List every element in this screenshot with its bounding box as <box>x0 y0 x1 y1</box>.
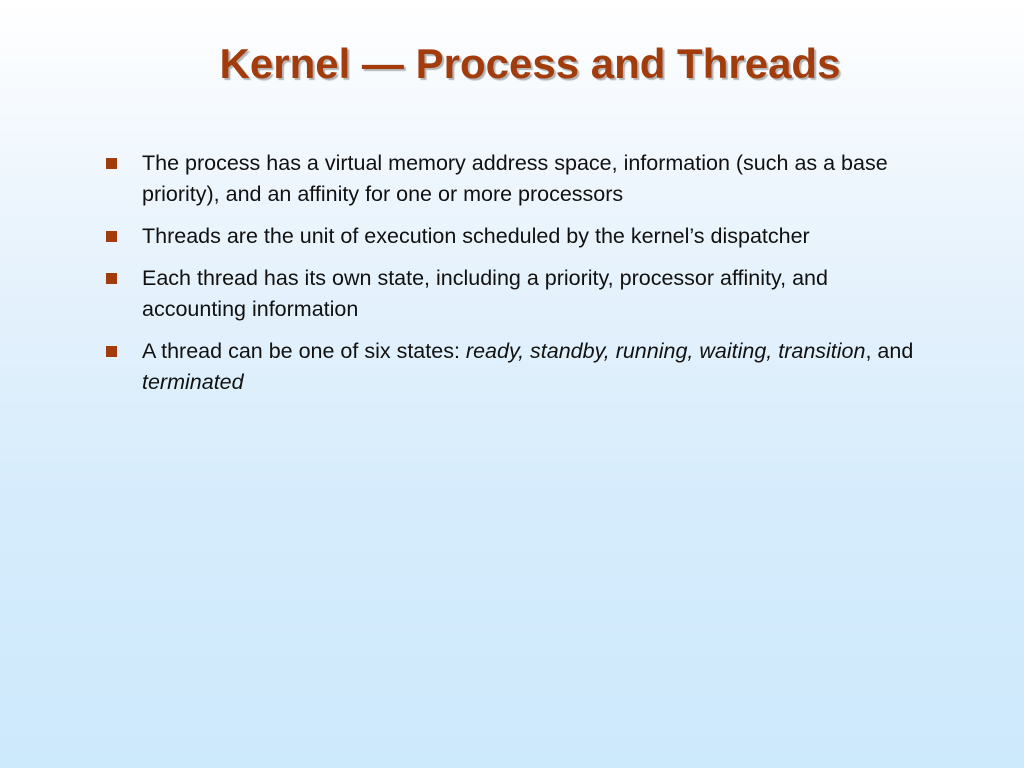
bullet-text <box>142 339 913 394</box>
bullet-segment-italic: ready, standby, running, waiting, transition <box>465 339 866 363</box>
square-bullet-icon <box>106 346 117 357</box>
bullet-item <box>104 221 924 252</box>
bullet-item <box>104 336 924 398</box>
square-bullet-icon <box>106 158 117 169</box>
bullet-item <box>104 148 924 210</box>
bullet-list <box>104 148 924 409</box>
square-bullet-icon <box>106 231 117 242</box>
bullet-item <box>104 263 924 325</box>
square-bullet-icon <box>106 273 117 284</box>
bullet-text <box>142 224 810 248</box>
bullet-text <box>142 151 888 206</box>
bullet-segment-italic: terminated <box>142 370 244 394</box>
slide-title: Kernel — Process and Threads <box>219 40 841 87</box>
bullet-segment: , and <box>865 339 914 363</box>
bullet-segment: Threads are the unit of execution scheduled by the kernel’s dispatcher <box>142 224 810 248</box>
bullet-segment: The process has a virtual memory address space, information (such as a base priority), and an affinity for one or more processors <box>142 151 888 206</box>
bullet-text <box>142 266 828 321</box>
bullet-segment: Each thread has its own state, including a priority, processor affinity, and accounting information <box>142 266 828 321</box>
bullet-segment: A thread can be one of six states: <box>142 339 466 363</box>
